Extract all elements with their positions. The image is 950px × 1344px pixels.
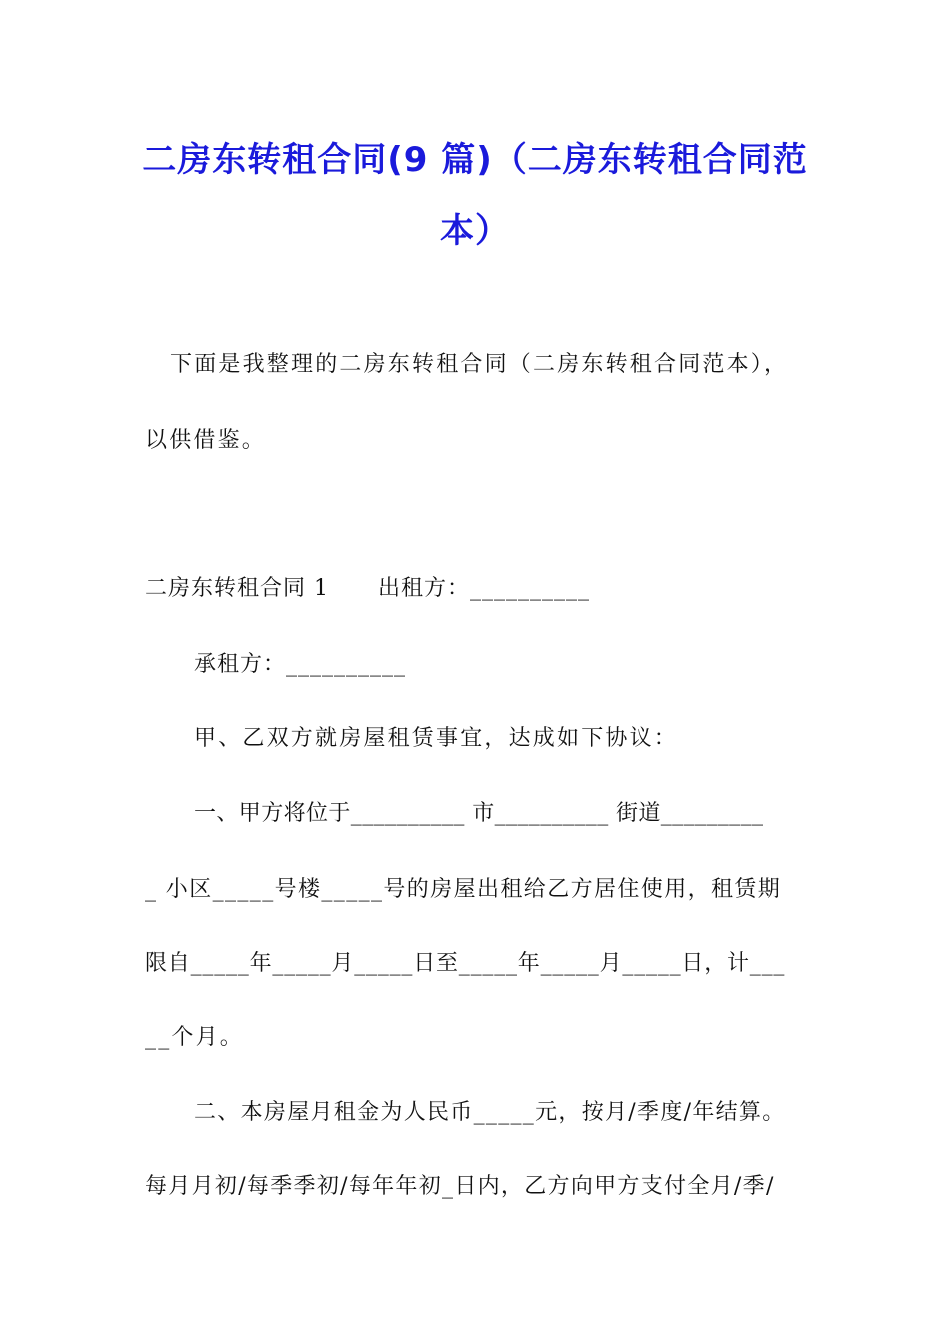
clause-1-line-1: 一、甲方将位于__________ 市__________ 街道_________ xyxy=(194,801,764,826)
document-title-line-1: 二房东转租合同(9 篇)（二房东转租合同范 xyxy=(142,140,808,180)
intro-paragraph-line-1: 下面是我整理的二房东转租合同（二房东转租合同范本）， xyxy=(170,352,789,377)
clause-2-line-2: 每月月初/每季季初/每年年初_日内，乙方向甲方支付全月/季/ xyxy=(145,1174,775,1199)
lessee-field: 承租方：__________ xyxy=(194,652,407,677)
clause-2-line-1: 二、本房屋月租金为人民币_____元，按月/季度/年结算。 xyxy=(194,1100,786,1125)
clause-1-line-3: 限自_____年_____月_____日至_____年_____月_____日，计___ xyxy=(145,951,786,976)
clause-1-line-2: _ 小区_____号楼_____号的房屋出租给乙方居住使用，租赁期 xyxy=(145,877,782,902)
clause-1-line-4: __个月。 xyxy=(145,1025,245,1050)
intro-paragraph-line-2: 以供借鉴。 xyxy=(145,428,267,453)
lessor-field: 出租方：__________ xyxy=(378,576,591,601)
document-title-line-2: 本） xyxy=(440,211,510,251)
contract-heading: 二房东转租合同 1 xyxy=(145,576,329,601)
agreement-line: 甲、乙双方就房屋租赁事宜，达成如下协议： xyxy=(194,726,679,751)
